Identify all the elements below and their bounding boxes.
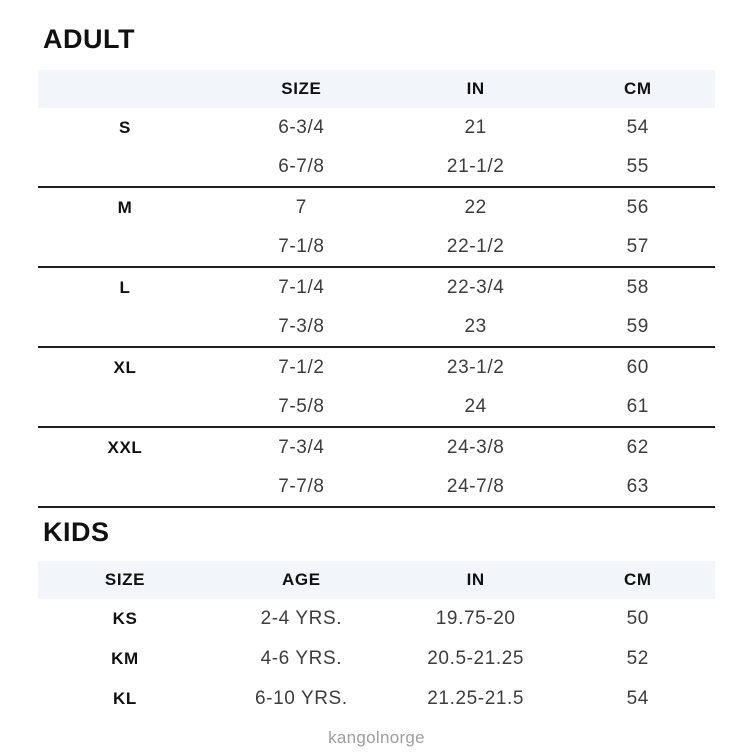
- adult-section-title: ADULT: [43, 24, 135, 54]
- adult-header-cm: CM: [623, 79, 652, 98]
- size-label-cell: M: [117, 197, 133, 217]
- cm-cell: 60: [626, 356, 649, 378]
- cm-cell: 63: [626, 475, 649, 497]
- adult-size-table: [38, 70, 715, 508]
- table-row: [38, 307, 715, 346]
- hat-size-cell: 7-3/4: [278, 436, 325, 458]
- table-row: [38, 679, 715, 719]
- table-row: [38, 387, 715, 426]
- table-row: [38, 428, 715, 467]
- table-row: [38, 348, 715, 387]
- size-label-cell: L: [119, 277, 131, 297]
- inches-cell: 24-7/8: [446, 475, 505, 497]
- hat-size-cell: 7-5/8: [278, 395, 325, 417]
- table-row: [38, 467, 715, 506]
- inches-cell: 22-1/2: [446, 235, 505, 257]
- age-cell: 2-4 YRS.: [260, 608, 343, 629]
- cm-cell: 57: [626, 235, 649, 257]
- inches-cell: 22-3/4: [446, 276, 505, 298]
- cm-cell: 56: [626, 196, 649, 218]
- size-label-cell: XXL: [107, 437, 143, 457]
- inches-cell: 22: [464, 196, 487, 218]
- cm-cell: 50: [626, 608, 649, 629]
- cm-cell: 52: [626, 648, 649, 669]
- hat-size-cell: 7-1/2: [278, 356, 325, 378]
- inches-cell: 23: [464, 315, 487, 337]
- cm-cell: 54: [626, 116, 649, 138]
- adult-header-in: IN: [466, 79, 485, 98]
- inches-cell: 20.5-21.25: [427, 648, 525, 669]
- adult-size-group-xl: [38, 348, 715, 428]
- table-row: [38, 268, 715, 307]
- table-row: [38, 188, 715, 227]
- cm-cell: 58: [626, 276, 649, 298]
- cm-cell: 59: [626, 315, 649, 337]
- hat-size-cell: 6-3/4: [278, 116, 325, 138]
- hat-size-cell: 7-1/8: [278, 235, 325, 257]
- hat-size-cell: 7-1/4: [278, 276, 325, 298]
- inches-cell: 24: [464, 395, 487, 417]
- hat-size-cell: 7: [295, 196, 307, 218]
- table-row: [38, 147, 715, 186]
- adult-size-group-xxl: [38, 428, 715, 508]
- cm-cell: 54: [626, 688, 649, 709]
- table-row: [38, 639, 715, 679]
- brand-watermark: kangolnorge: [328, 728, 425, 747]
- cm-cell: 62: [626, 436, 649, 458]
- adult-table-header: [38, 70, 715, 108]
- kids-header-size: SIZE: [104, 570, 146, 589]
- inches-cell: 21.25-21.5: [427, 688, 525, 709]
- cm-cell: 55: [626, 155, 649, 177]
- hat-size-cell: 7-7/8: [278, 475, 325, 497]
- kids-header-age: AGE: [282, 570, 321, 589]
- inches-cell: 21-1/2: [446, 155, 505, 177]
- age-cell: 4-6 YRS.: [260, 648, 343, 669]
- table-row: [38, 599, 715, 639]
- adult-size-group-m: [38, 188, 715, 268]
- adult-header-size: SIZE: [281, 79, 322, 98]
- kids-table-header: [38, 561, 715, 599]
- inches-cell: 21: [464, 116, 487, 138]
- size-label-cell: KL: [113, 689, 137, 708]
- adult-size-group-s: [38, 108, 715, 188]
- adult-size-group-l: [38, 268, 715, 348]
- age-cell: 6-10 YRS.: [254, 688, 348, 709]
- size-label-cell: KM: [111, 649, 139, 668]
- hat-size-cell: 7-3/8: [278, 315, 325, 337]
- inches-cell: 23-1/2: [446, 356, 505, 378]
- inches-cell: 19.75-20: [435, 608, 516, 629]
- size-label-cell: KS: [112, 609, 138, 628]
- table-row: [38, 108, 715, 147]
- kids-header-in: IN: [466, 570, 485, 589]
- table-row: [38, 227, 715, 266]
- inches-cell: 24-3/8: [446, 436, 505, 458]
- size-label-cell: S: [119, 117, 131, 137]
- kids-header-cm: CM: [623, 570, 652, 589]
- cm-cell: 61: [626, 395, 649, 417]
- kids-section-title: KIDS: [43, 517, 110, 547]
- kids-size-table: [38, 561, 715, 719]
- size-label-cell: XL: [113, 357, 137, 377]
- hat-size-cell: 6-7/8: [278, 155, 325, 177]
